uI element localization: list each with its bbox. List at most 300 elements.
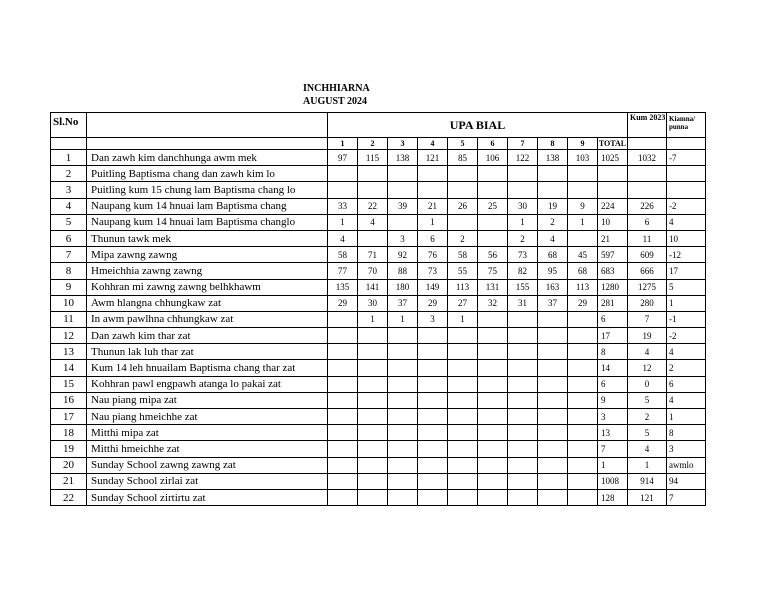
upa-bial-6-value: 106 bbox=[478, 150, 508, 166]
upa-bial-2-value: 141 bbox=[358, 279, 388, 295]
upa-bial-7-value: 2 bbox=[508, 230, 538, 246]
upa-bial-9-value bbox=[568, 441, 598, 457]
upa-bial-4-value bbox=[418, 409, 448, 425]
row-sl-number: 18 bbox=[51, 425, 87, 441]
upa-bial-2-value: 30 bbox=[358, 295, 388, 311]
row-description: Kum 14 leh hnuailam Baptisma chang thar zat bbox=[87, 360, 328, 376]
upa-bial-6-value: 56 bbox=[478, 247, 508, 263]
upa-bial-8-value: 19 bbox=[538, 198, 568, 214]
upa-bial-6-value bbox=[478, 425, 508, 441]
upa-bial-5-value: 58 bbox=[448, 247, 478, 263]
table-row bbox=[51, 489, 706, 505]
kum-2023-value: 1032 bbox=[628, 150, 667, 166]
upa-bial-5-value bbox=[448, 214, 478, 230]
upa-bial-1-value: 135 bbox=[328, 279, 358, 295]
table-row bbox=[51, 392, 706, 408]
upa-bial-9-value bbox=[568, 360, 598, 376]
upa-bial-8-value: 163 bbox=[538, 279, 568, 295]
row-sl-number: 16 bbox=[51, 392, 87, 408]
upa-bial-4-value: 149 bbox=[418, 279, 448, 295]
total-value bbox=[598, 182, 628, 198]
total-value: 3 bbox=[598, 409, 628, 425]
upa-bial-9-value: 45 bbox=[568, 247, 598, 263]
upa-bial-4-value: 3 bbox=[418, 311, 448, 327]
table-row bbox=[51, 441, 706, 457]
total-header: TOTAL bbox=[598, 139, 627, 148]
upa-bial-8-value bbox=[538, 376, 568, 392]
upa-bial-1-value bbox=[328, 166, 358, 182]
kiamna-punna-value: awmlo bbox=[667, 457, 706, 473]
upa-bial-4-value bbox=[418, 392, 448, 408]
kiamna-punna-value: 1 bbox=[667, 295, 706, 311]
upa-bial-8-value bbox=[538, 392, 568, 408]
upa-bial-5-value bbox=[448, 166, 478, 182]
upa-bial-5-value: 1 bbox=[448, 311, 478, 327]
upa-bial-7-value bbox=[508, 166, 538, 182]
kum-2023-value bbox=[628, 182, 667, 198]
table-row bbox=[51, 425, 706, 441]
upa-bial-6-value bbox=[478, 376, 508, 392]
row-description: Awm hlangna chhungkaw zat bbox=[87, 295, 328, 311]
upa-bial-1-value: 1 bbox=[328, 214, 358, 230]
total-value: 128 bbox=[598, 489, 628, 505]
total-value: 17 bbox=[598, 328, 628, 344]
blank-header-cell bbox=[628, 138, 667, 150]
row-description: Sunday School zirlai zat bbox=[87, 473, 328, 489]
upa-bial-2-value: 115 bbox=[358, 150, 388, 166]
upa-bial-3-value bbox=[388, 344, 418, 360]
upa-bial-5-value bbox=[448, 344, 478, 360]
total-value: 6 bbox=[598, 376, 628, 392]
total-value: 9 bbox=[598, 392, 628, 408]
upa-bial-1-value bbox=[328, 392, 358, 408]
row-sl-number: 7 bbox=[51, 247, 87, 263]
row-sl-number: 17 bbox=[51, 409, 87, 425]
row-sl-number: 2 bbox=[51, 166, 87, 182]
total-value bbox=[598, 166, 628, 182]
upa-bial-5-value bbox=[448, 392, 478, 408]
upa-bial-9-value bbox=[568, 328, 598, 344]
kiamna-punna-header: Kiamna/ punna bbox=[667, 113, 706, 138]
row-description: In awm pawlhna chhungkaw zat bbox=[87, 311, 328, 327]
upa-bial-9-value bbox=[568, 473, 598, 489]
upa-bial-8-value bbox=[538, 344, 568, 360]
upa-bial-4-value: 76 bbox=[418, 247, 448, 263]
row-sl-number: 22 bbox=[51, 489, 87, 505]
upa-bial-3-value bbox=[388, 328, 418, 344]
upa-bial-5-value bbox=[448, 473, 478, 489]
upa-bial-7-value bbox=[508, 376, 538, 392]
upa-bial-4-value: 73 bbox=[418, 263, 448, 279]
row-description: Mitthi hmeichhe zat bbox=[87, 441, 328, 457]
table-row bbox=[51, 279, 706, 295]
upa-bial-3-value bbox=[388, 392, 418, 408]
upa-bial-6-value bbox=[478, 182, 508, 198]
upa-bial-5-value bbox=[448, 328, 478, 344]
upa-bial-7-value: 31 bbox=[508, 295, 538, 311]
upa-bial-8-value bbox=[538, 489, 568, 505]
upa-bial-5-value bbox=[448, 425, 478, 441]
upa-bial-7-value: 122 bbox=[508, 150, 538, 166]
upa-bial-9-value bbox=[568, 409, 598, 425]
upa-bial-4-value: 121 bbox=[418, 150, 448, 166]
upa-bial-5-value bbox=[448, 182, 478, 198]
row-description: Thunun lak luh thar zat bbox=[87, 344, 328, 360]
upa-bial-5-value bbox=[448, 409, 478, 425]
total-value: 597 bbox=[598, 247, 628, 263]
upa-bial-9-value: 103 bbox=[568, 150, 598, 166]
row-description: Dan zawh kim danchhunga awm mek bbox=[87, 150, 328, 166]
upa-bial-2-value: 22 bbox=[358, 198, 388, 214]
kiamna-punna-value: -12 bbox=[667, 247, 706, 263]
kiamna-punna-value: 3 bbox=[667, 441, 706, 457]
upa-bial-6-value bbox=[478, 166, 508, 182]
upa-bial-6-value bbox=[478, 457, 508, 473]
column-number-header: 9 bbox=[568, 138, 598, 150]
upa-bial-8-value: 95 bbox=[538, 263, 568, 279]
kiamna-punna-value: 2 bbox=[667, 360, 706, 376]
upa-bial-8-value bbox=[538, 311, 568, 327]
row-sl-number: 15 bbox=[51, 376, 87, 392]
upa-bial-7-value bbox=[508, 409, 538, 425]
upa-bial-8-value: 138 bbox=[538, 150, 568, 166]
upa-bial-8-value bbox=[538, 457, 568, 473]
upa-bial-2-value bbox=[358, 457, 388, 473]
upa-bial-8-value: 37 bbox=[538, 295, 568, 311]
row-description: Thunun tawk mek bbox=[87, 230, 328, 246]
upa-bial-3-value: 37 bbox=[388, 295, 418, 311]
kum-2023-value: 7 bbox=[628, 311, 667, 327]
upa-bial-4-value: 21 bbox=[418, 198, 448, 214]
upa-bial-5-value bbox=[448, 360, 478, 376]
upa-bial-2-value: 71 bbox=[358, 247, 388, 263]
upa-bial-5-value: 26 bbox=[448, 198, 478, 214]
upa-bial-3-value: 39 bbox=[388, 198, 418, 214]
upa-bial-9-value bbox=[568, 489, 598, 505]
upa-bial-1-value: 77 bbox=[328, 263, 358, 279]
upa-bial-6-value bbox=[478, 360, 508, 376]
kiamna-punna-value: 6 bbox=[667, 376, 706, 392]
table-row bbox=[51, 409, 706, 425]
table-row bbox=[51, 311, 706, 327]
upa-bial-4-value bbox=[418, 473, 448, 489]
statistics-table bbox=[50, 112, 706, 506]
kiamna-punna-value: 4 bbox=[667, 344, 706, 360]
upa-bial-2-value bbox=[358, 425, 388, 441]
upa-bial-1-value bbox=[328, 409, 358, 425]
kiamna-punna-value: 94 bbox=[667, 473, 706, 489]
upa-bial-9-value bbox=[568, 425, 598, 441]
upa-bial-4-value bbox=[418, 328, 448, 344]
kum-2023-value: 226 bbox=[628, 198, 667, 214]
table-row bbox=[51, 328, 706, 344]
upa-bial-7-value bbox=[508, 392, 538, 408]
table-row bbox=[51, 182, 706, 198]
header-row-main bbox=[51, 113, 706, 138]
column-number-header: 7 bbox=[508, 138, 538, 150]
upa-bial-8-value bbox=[538, 425, 568, 441]
upa-bial-7-value bbox=[508, 457, 538, 473]
row-description: Kohhran pawl engpawh atanga lo pakai zat bbox=[87, 376, 328, 392]
row-description: Dan zawh kim thar zat bbox=[87, 328, 328, 344]
description-header bbox=[87, 113, 328, 138]
upa-bial-9-value bbox=[568, 344, 598, 360]
row-sl-number: 9 bbox=[51, 279, 87, 295]
row-sl-number: 13 bbox=[51, 344, 87, 360]
upa-bial-5-value bbox=[448, 441, 478, 457]
upa-bial-8-value bbox=[538, 473, 568, 489]
upa-bial-6-value: 75 bbox=[478, 263, 508, 279]
upa-bial-3-value bbox=[388, 166, 418, 182]
upa-bial-7-value bbox=[508, 311, 538, 327]
kiamna-punna-value: -2 bbox=[667, 198, 706, 214]
kum-2023-value: 6 bbox=[628, 214, 667, 230]
column-number-header: 8 bbox=[538, 138, 568, 150]
column-number-header: 5 bbox=[448, 138, 478, 150]
upa-bial-5-value: 113 bbox=[448, 279, 478, 295]
row-description: Mitthi mipa zat bbox=[87, 425, 328, 441]
upa-bial-9-value bbox=[568, 311, 598, 327]
upa-bial-1-value bbox=[328, 182, 358, 198]
upa-bial-8-value bbox=[538, 182, 568, 198]
table-row bbox=[51, 198, 706, 214]
total-value: 14 bbox=[598, 360, 628, 376]
upa-bial-4-value bbox=[418, 441, 448, 457]
row-description: Puitling kum 15 chung lam Baptisma chang lo bbox=[87, 182, 328, 198]
kum-2023-value: 12 bbox=[628, 360, 667, 376]
row-sl-number: 6 bbox=[51, 230, 87, 246]
upa-bial-6-value bbox=[478, 409, 508, 425]
row-sl-number: 1 bbox=[51, 150, 87, 166]
row-sl-number: 14 bbox=[51, 360, 87, 376]
upa-bial-1-value: 97 bbox=[328, 150, 358, 166]
total-value: 1008 bbox=[598, 473, 628, 489]
kum-2023-value: 5 bbox=[628, 425, 667, 441]
upa-bial-6-value bbox=[478, 392, 508, 408]
upa-bial-4-value bbox=[418, 360, 448, 376]
kiamna-punna-value: 7 bbox=[667, 489, 706, 505]
table-body bbox=[51, 150, 706, 506]
upa-bial-1-value: 4 bbox=[328, 230, 358, 246]
upa-bial-6-value bbox=[478, 344, 508, 360]
total-value: 1025 bbox=[598, 150, 628, 166]
row-sl-number: 19 bbox=[51, 441, 87, 457]
row-sl-number: 5 bbox=[51, 214, 87, 230]
total-value: 1 bbox=[598, 457, 628, 473]
row-sl-number: 21 bbox=[51, 473, 87, 489]
row-description: Sunday School zirtirtu zat bbox=[87, 489, 328, 505]
upa-bial-7-value bbox=[508, 425, 538, 441]
kiamna-punna-value: -1 bbox=[667, 311, 706, 327]
table-row bbox=[51, 230, 706, 246]
upa-bial-9-value bbox=[568, 392, 598, 408]
table-row bbox=[51, 376, 706, 392]
kum-2023-value: 280 bbox=[628, 295, 667, 311]
kum-2023-value: 5 bbox=[628, 392, 667, 408]
upa-bial-2-value bbox=[358, 230, 388, 246]
report-title-line1: INCHHIARNA bbox=[303, 83, 370, 94]
kiamna-punna-value: 10 bbox=[667, 230, 706, 246]
upa-bial-3-value bbox=[388, 214, 418, 230]
upa-bial-9-value: 9 bbox=[568, 198, 598, 214]
kum-2023-header: Kum 2023 bbox=[628, 113, 667, 138]
upa-bial-3-value bbox=[388, 409, 418, 425]
upa-bial-4-value bbox=[418, 376, 448, 392]
kum-2023-value: 0 bbox=[628, 376, 667, 392]
upa-bial-6-value: 32 bbox=[478, 295, 508, 311]
table-row bbox=[51, 360, 706, 376]
total-value: 1280 bbox=[598, 279, 628, 295]
upa-bial-2-value bbox=[358, 473, 388, 489]
upa-bial-header: UPA BIAL bbox=[328, 113, 628, 138]
upa-bial-2-value bbox=[358, 182, 388, 198]
row-sl-number: 10 bbox=[51, 295, 87, 311]
table-row bbox=[51, 295, 706, 311]
upa-bial-3-value: 3 bbox=[388, 230, 418, 246]
row-sl-number: 12 bbox=[51, 328, 87, 344]
upa-bial-8-value bbox=[538, 360, 568, 376]
upa-bial-2-value: 4 bbox=[358, 214, 388, 230]
upa-bial-9-value bbox=[568, 230, 598, 246]
kiamna-punna-value bbox=[667, 182, 706, 198]
table-row bbox=[51, 344, 706, 360]
upa-bial-4-value bbox=[418, 344, 448, 360]
upa-bial-4-value: 1 bbox=[418, 214, 448, 230]
upa-bial-9-value: 1 bbox=[568, 214, 598, 230]
kum-2023-value: 4 bbox=[628, 441, 667, 457]
row-description: Nau piang hmeichhe zat bbox=[87, 409, 328, 425]
row-description: Mipa zawng zawng bbox=[87, 247, 328, 263]
blank-header-cell bbox=[87, 138, 328, 150]
upa-bial-3-value: 92 bbox=[388, 247, 418, 263]
upa-bial-7-value: 73 bbox=[508, 247, 538, 263]
upa-bial-7-value: 30 bbox=[508, 198, 538, 214]
upa-bial-2-value bbox=[358, 360, 388, 376]
upa-bial-9-value bbox=[568, 166, 598, 182]
upa-bial-4-value bbox=[418, 182, 448, 198]
upa-bial-3-value bbox=[388, 376, 418, 392]
upa-bial-1-value bbox=[328, 311, 358, 327]
column-number-header: 6 bbox=[478, 138, 508, 150]
upa-bial-1-value: 33 bbox=[328, 198, 358, 214]
kum-2023-value: 666 bbox=[628, 263, 667, 279]
upa-bial-6-value bbox=[478, 214, 508, 230]
upa-bial-7-value bbox=[508, 441, 538, 457]
row-description: Hmeichhia zawng zawng bbox=[87, 263, 328, 279]
upa-bial-9-value: 29 bbox=[568, 295, 598, 311]
kum-2023-value: 4 bbox=[628, 344, 667, 360]
total-value: 281 bbox=[598, 295, 628, 311]
table-row bbox=[51, 214, 706, 230]
upa-bial-5-value: 2 bbox=[448, 230, 478, 246]
upa-bial-2-value: 1 bbox=[358, 311, 388, 327]
table-row bbox=[51, 473, 706, 489]
row-sl-number: 20 bbox=[51, 457, 87, 473]
total-value: 8 bbox=[598, 344, 628, 360]
table-row bbox=[51, 457, 706, 473]
kiamna-punna-value: 5 bbox=[667, 279, 706, 295]
upa-bial-2-value bbox=[358, 392, 388, 408]
upa-bial-7-value: 82 bbox=[508, 263, 538, 279]
kum-2023-value: 121 bbox=[628, 489, 667, 505]
upa-bial-3-value: 1 bbox=[388, 311, 418, 327]
upa-bial-3-value bbox=[388, 457, 418, 473]
upa-bial-8-value bbox=[538, 409, 568, 425]
upa-bial-3-value bbox=[388, 182, 418, 198]
report-title bbox=[303, 82, 370, 108]
upa-bial-3-value: 180 bbox=[388, 279, 418, 295]
row-sl-number: 8 bbox=[51, 263, 87, 279]
upa-bial-1-value bbox=[328, 473, 358, 489]
table-row bbox=[51, 247, 706, 263]
upa-bial-1-value bbox=[328, 328, 358, 344]
header-row-columns bbox=[51, 138, 706, 150]
upa-bial-9-value: 68 bbox=[568, 263, 598, 279]
kiamna-punna-value: 8 bbox=[667, 425, 706, 441]
upa-bial-4-value bbox=[418, 489, 448, 505]
upa-bial-1-value: 58 bbox=[328, 247, 358, 263]
kum-2023-value: 609 bbox=[628, 247, 667, 263]
kiamna-punna-value: 17 bbox=[667, 263, 706, 279]
upa-bial-3-value: 88 bbox=[388, 263, 418, 279]
sl-no-header: Sl.No bbox=[51, 113, 87, 138]
row-description: Naupang kum 14 hnuai lam Baptisma changlo bbox=[87, 214, 328, 230]
upa-bial-2-value bbox=[358, 344, 388, 360]
upa-bial-8-value: 2 bbox=[538, 214, 568, 230]
upa-bial-6-value bbox=[478, 328, 508, 344]
upa-bial-5-value bbox=[448, 376, 478, 392]
upa-bial-3-value bbox=[388, 441, 418, 457]
kum-2023-value: 1275 bbox=[628, 279, 667, 295]
upa-bial-8-value bbox=[538, 441, 568, 457]
row-description: Puitling Baptisma chang dan zawh kim lo bbox=[87, 166, 328, 182]
kum-2023-value: 11 bbox=[628, 230, 667, 246]
column-number-header: 2 bbox=[358, 138, 388, 150]
row-description: Sunday School zawng zawng zat bbox=[87, 457, 328, 473]
column-number-header: 3 bbox=[388, 138, 418, 150]
total-value: 683 bbox=[598, 263, 628, 279]
upa-bial-2-value bbox=[358, 441, 388, 457]
upa-bial-6-value: 25 bbox=[478, 198, 508, 214]
upa-bial-4-value bbox=[418, 457, 448, 473]
upa-bial-3-value bbox=[388, 360, 418, 376]
table-row bbox=[51, 263, 706, 279]
row-description: Kohhran mi zawng zawng belhkhawm bbox=[87, 279, 328, 295]
kum-2023-value bbox=[628, 166, 667, 182]
upa-bial-6-value bbox=[478, 473, 508, 489]
upa-bial-5-value: 27 bbox=[448, 295, 478, 311]
kiamna-punna-value: -7 bbox=[667, 150, 706, 166]
upa-bial-1-value: 29 bbox=[328, 295, 358, 311]
report-title-line2: AUGUST 2024 bbox=[303, 96, 367, 107]
table-row bbox=[51, 150, 706, 166]
upa-bial-1-value bbox=[328, 344, 358, 360]
upa-bial-6-value bbox=[478, 230, 508, 246]
kum-2023-value: 2 bbox=[628, 409, 667, 425]
upa-bial-5-value bbox=[448, 489, 478, 505]
upa-bial-7-value: 155 bbox=[508, 279, 538, 295]
kiamna-punna-value bbox=[667, 166, 706, 182]
kum-2023-value: 914 bbox=[628, 473, 667, 489]
upa-bial-9-value: 113 bbox=[568, 279, 598, 295]
upa-bial-3-value bbox=[388, 425, 418, 441]
total-value: 6 bbox=[598, 311, 628, 327]
upa-bial-2-value bbox=[358, 376, 388, 392]
upa-bial-3-value: 138 bbox=[388, 150, 418, 166]
upa-bial-5-value: 55 bbox=[448, 263, 478, 279]
upa-bial-7-value bbox=[508, 473, 538, 489]
upa-bial-5-value bbox=[448, 457, 478, 473]
